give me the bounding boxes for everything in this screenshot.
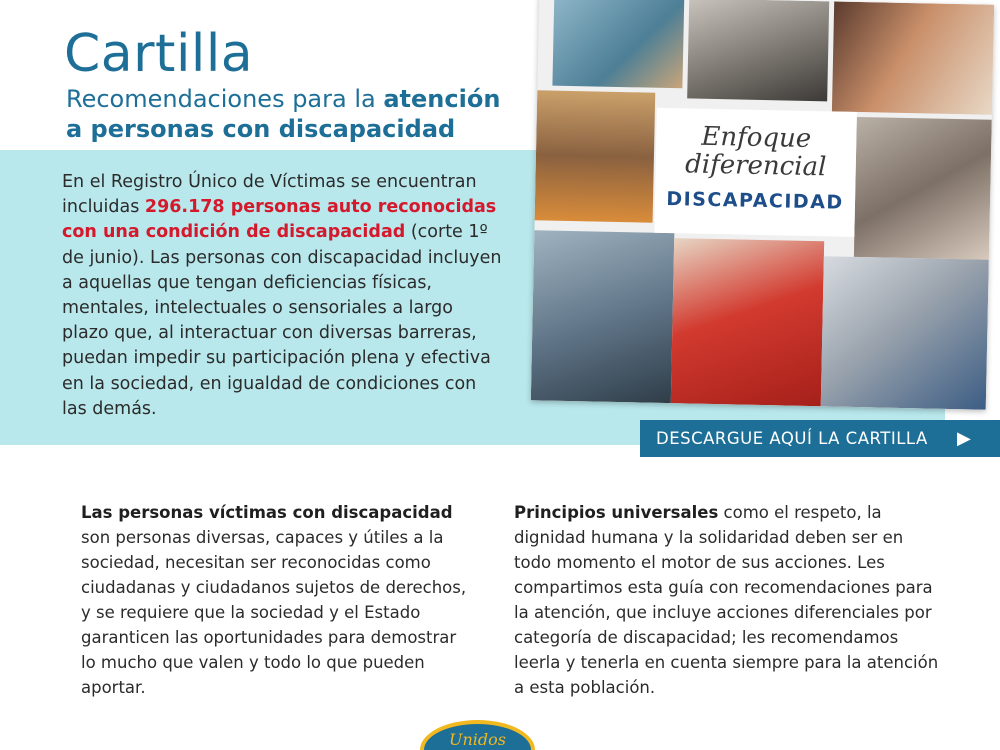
photo-athlete-prosthesis [535,90,656,222]
photo-braille-reader [832,1,994,114]
enfoque-diferencial-badge [654,108,857,237]
left-column-text: son personas diversas, capaces y útiles a la sociedad, necesitan ser reconocidas como ciudadanas y ciudadanos sujetos de derechos, y se requiere que la sociedad y el Estado garanticen las oportunidades para demostrar lo mucho que valen y todo lo que pueden aportar. [81,528,467,697]
badge-line-1: Enfoque [701,121,812,155]
page-title: Cartilla [64,24,254,84]
photo-swimmer [552,0,684,88]
left-column [81,500,471,700]
intro-text-2: (corte 1º de junio). Las personas con discapacidad incluyen a aquellas que tengan deficiencias físicas, mentales, intelectuales o sensoriales a largo plazo que, al interactuar con diversas barreras, puedan impedir su participación plena y efectiva en la sociedad, en igualdad de condiciones con las demás. [62,222,502,419]
download-label: DESCARGUE AQUÍ LA CARTILLA [656,429,928,448]
intro-text-1: En el Registro Único de Víctimas se encuentran incluidas [62,172,477,218]
intro-highlight: 296.178 personas auto reconocidas con una condición de discapacidad [62,197,497,243]
photo-wheelchair [687,0,829,101]
right-column-text: como el respeto, la dignidad humana y la solidaridad deben ser en todo momento el motor de sus acciones. Les compartimos esta guía con recomendaciones para la atención, que incluye acciones diferenciales por categoría de discapacidad; les recomendamos leerla y tenerla en cuenta siempre para la atención a esta población. [514,503,939,697]
subtitle-bold-1: atención [383,85,501,113]
photo-group-red [671,238,824,406]
right-column [514,500,944,700]
unidos-logo [420,720,535,750]
left-column-bold: Las personas víctimas con discapacidad [81,503,453,522]
right-column-bold: Principios universales [514,503,719,522]
play-arrow-icon: ▶ [957,428,972,449]
photo-elderly-woman [821,256,989,409]
intro-paragraph [62,170,502,422]
photo-magnifier [854,117,992,260]
badge-line-3: DISCAPACIDAD [666,187,844,214]
page-subtitle [66,84,536,144]
photo-wheelchair-users [531,230,675,403]
subtitle-normal: Recomendaciones para la [66,85,384,113]
download-button[interactable] [640,420,1000,457]
logo-text: Unidos [449,730,506,749]
badge-line-2: diferencial [684,149,827,183]
cover-collage [531,0,994,410]
subtitle-bold-2: a personas con discapacidad [66,115,456,143]
